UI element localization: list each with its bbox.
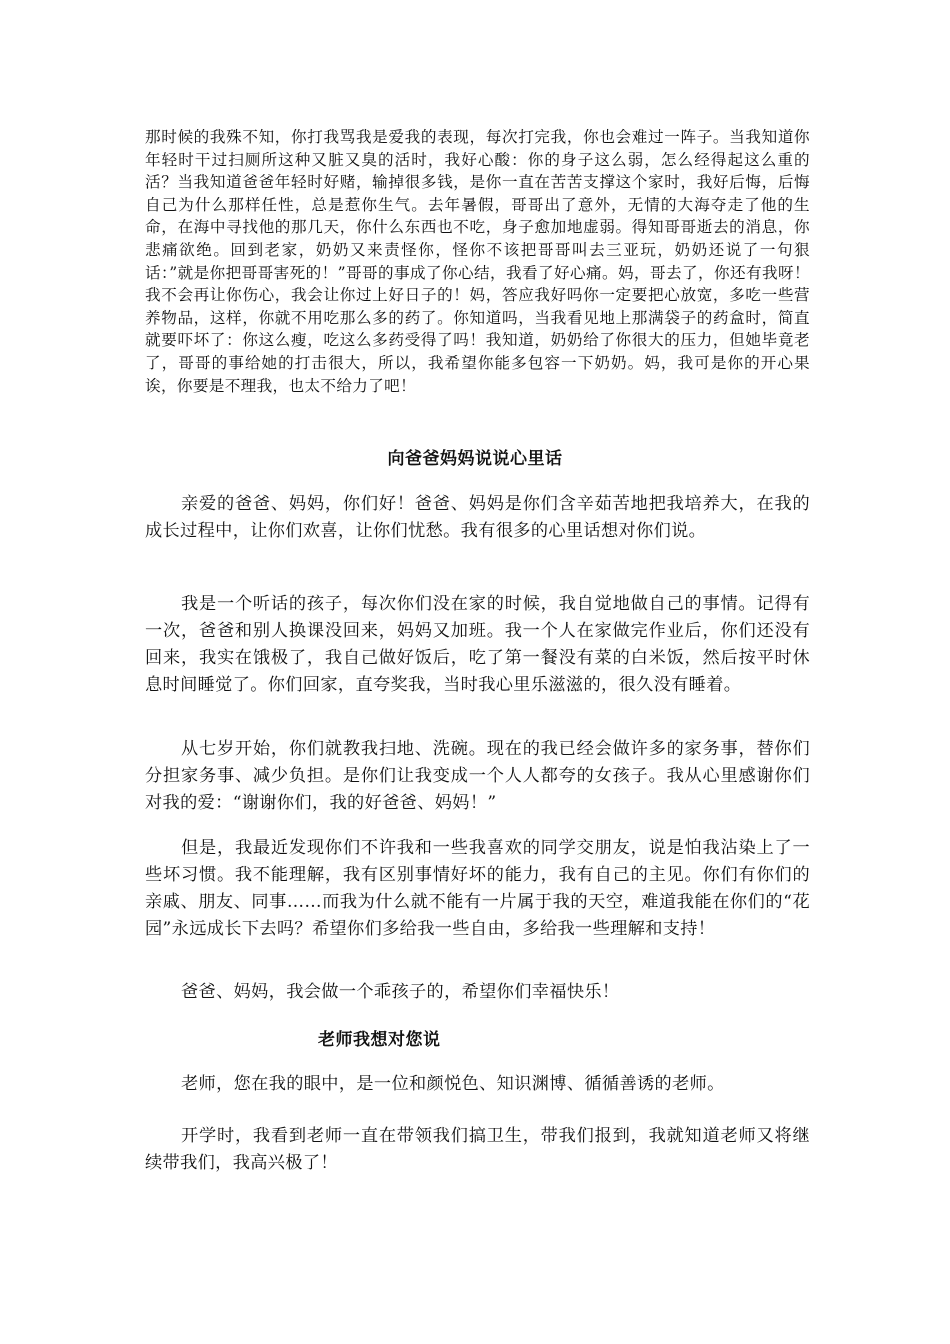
paragraph-parents-1: 亲爱的爸爸、妈妈，你们好！爸爸、妈妈是你们含辛茹苦地把我培养大，在我的成长过程中，让你们欢喜，让你们忧愁。我有很多的心里话想对你们说。 (145, 494, 810, 541)
section-title-parents: 向爸爸妈妈说说心里话 (387, 449, 563, 469)
paragraph-parents-2: 我是一个听话的孩子，每次你们没在家的时候，我自觉地做自己的事情。记得有一次，爸爸和别人换课没回来，妈妈又加班。我一个人在家做完作业后，你们还没有回来，我实在饿极了，我自己做好饭后，吃了第一餐没有菜的白米饭，然后按平时休息时间睡觉了。你们回家，直夸奖我，当时我心里乐滋滋的，很久没有睡着。 (145, 594, 810, 695)
paragraph-parents-5: 爸爸、妈妈，我会做一个乖孩子的，希望你们幸福快乐！ (181, 982, 620, 1002)
section-title-teacher: 老师我想对您说 (318, 1030, 441, 1050)
paragraph-parents-4: 但是，我最近发现你们不许我和一些我喜欢的同学交朋友，说是怕我沾染上了一些坏习惯。我不能理解，我有区别事情好坏的能力，我有自己的主见。你们有你们的亲戚、朋友、同事……而我为什么就不能有一片属于我的天空，难道我能在你们的“花园”永远成长下去吗？希望你们多给我一些自由，多给我一些理解和支持！ (145, 838, 810, 939)
paragraph-parents-3: 从七岁开始，你们就教我扫地、洗碗。现在的我已经会做许多的家务事，替你们分担家务事、减少负担。是你们让我变成一个人人都夸的女孩子。我从心里感谢你们对我的爱：“谢谢你们，我的好爸爸、妈妈！” (145, 739, 810, 813)
intro-paragraph: 那时候的我殊不知，你打我骂我是爱我的表现，每次打完我，你也会难过一阵子。当我知道你年轻时干过扫厕所这种又脏又臭的活时，我好心酸：你的身子这么弱，怎么经得起这么重的活？当我知道爸爸年轻时好赌，输掉很多钱，是你一直在苦苦支撑这个家时，我好后悔，后悔自己为什么那样任性，总是惹你生气。去年暑假，哥哥出了意外，无情的大海夺走了他的生命，在海中寻找他的那几天，你什么东西也不吃，身子愈加地虚弱。得知哥哥逝去的消息，你悲痛欲绝。回到老家，奶奶又来责怪你，怪你不该把哥哥叫去三亚玩，奶奶还说了一句狠话：”就是你把哥哥害死的！”哥哥的事成了你心结，我看了好心痛。妈，哥去了，你还有我呀！我不会再让你伤心，我会让你过上好日子的！妈，答应我好吗你一定要把心放宽，多吃一些营养物品，这样，你就不用吃那么多的药了。你知道吗，当我看见地上那满袋子的药盒时，简直就要吓坏了：你这么瘦，吃这么多药受得了吗！我知道，奶奶给了你很大的压力，但她毕竟老了，哥哥的事给她的打击很大，所以，我希望你能多包容一下奶奶。妈，我可是你的开心果诶，你要是不理我，也太不给力了吧！ (145, 128, 810, 395)
paragraph-teacher-1: 老师，您在我的眼中，是一位和颜悦色、知识渊博、循循善诱的老师。 (181, 1074, 725, 1094)
paragraph-teacher-2: 开学时，我看到老师一直在带领我们搞卫生，带我们报到，我就知道老师又将继续带我们，我高兴极了！ (145, 1126, 810, 1173)
